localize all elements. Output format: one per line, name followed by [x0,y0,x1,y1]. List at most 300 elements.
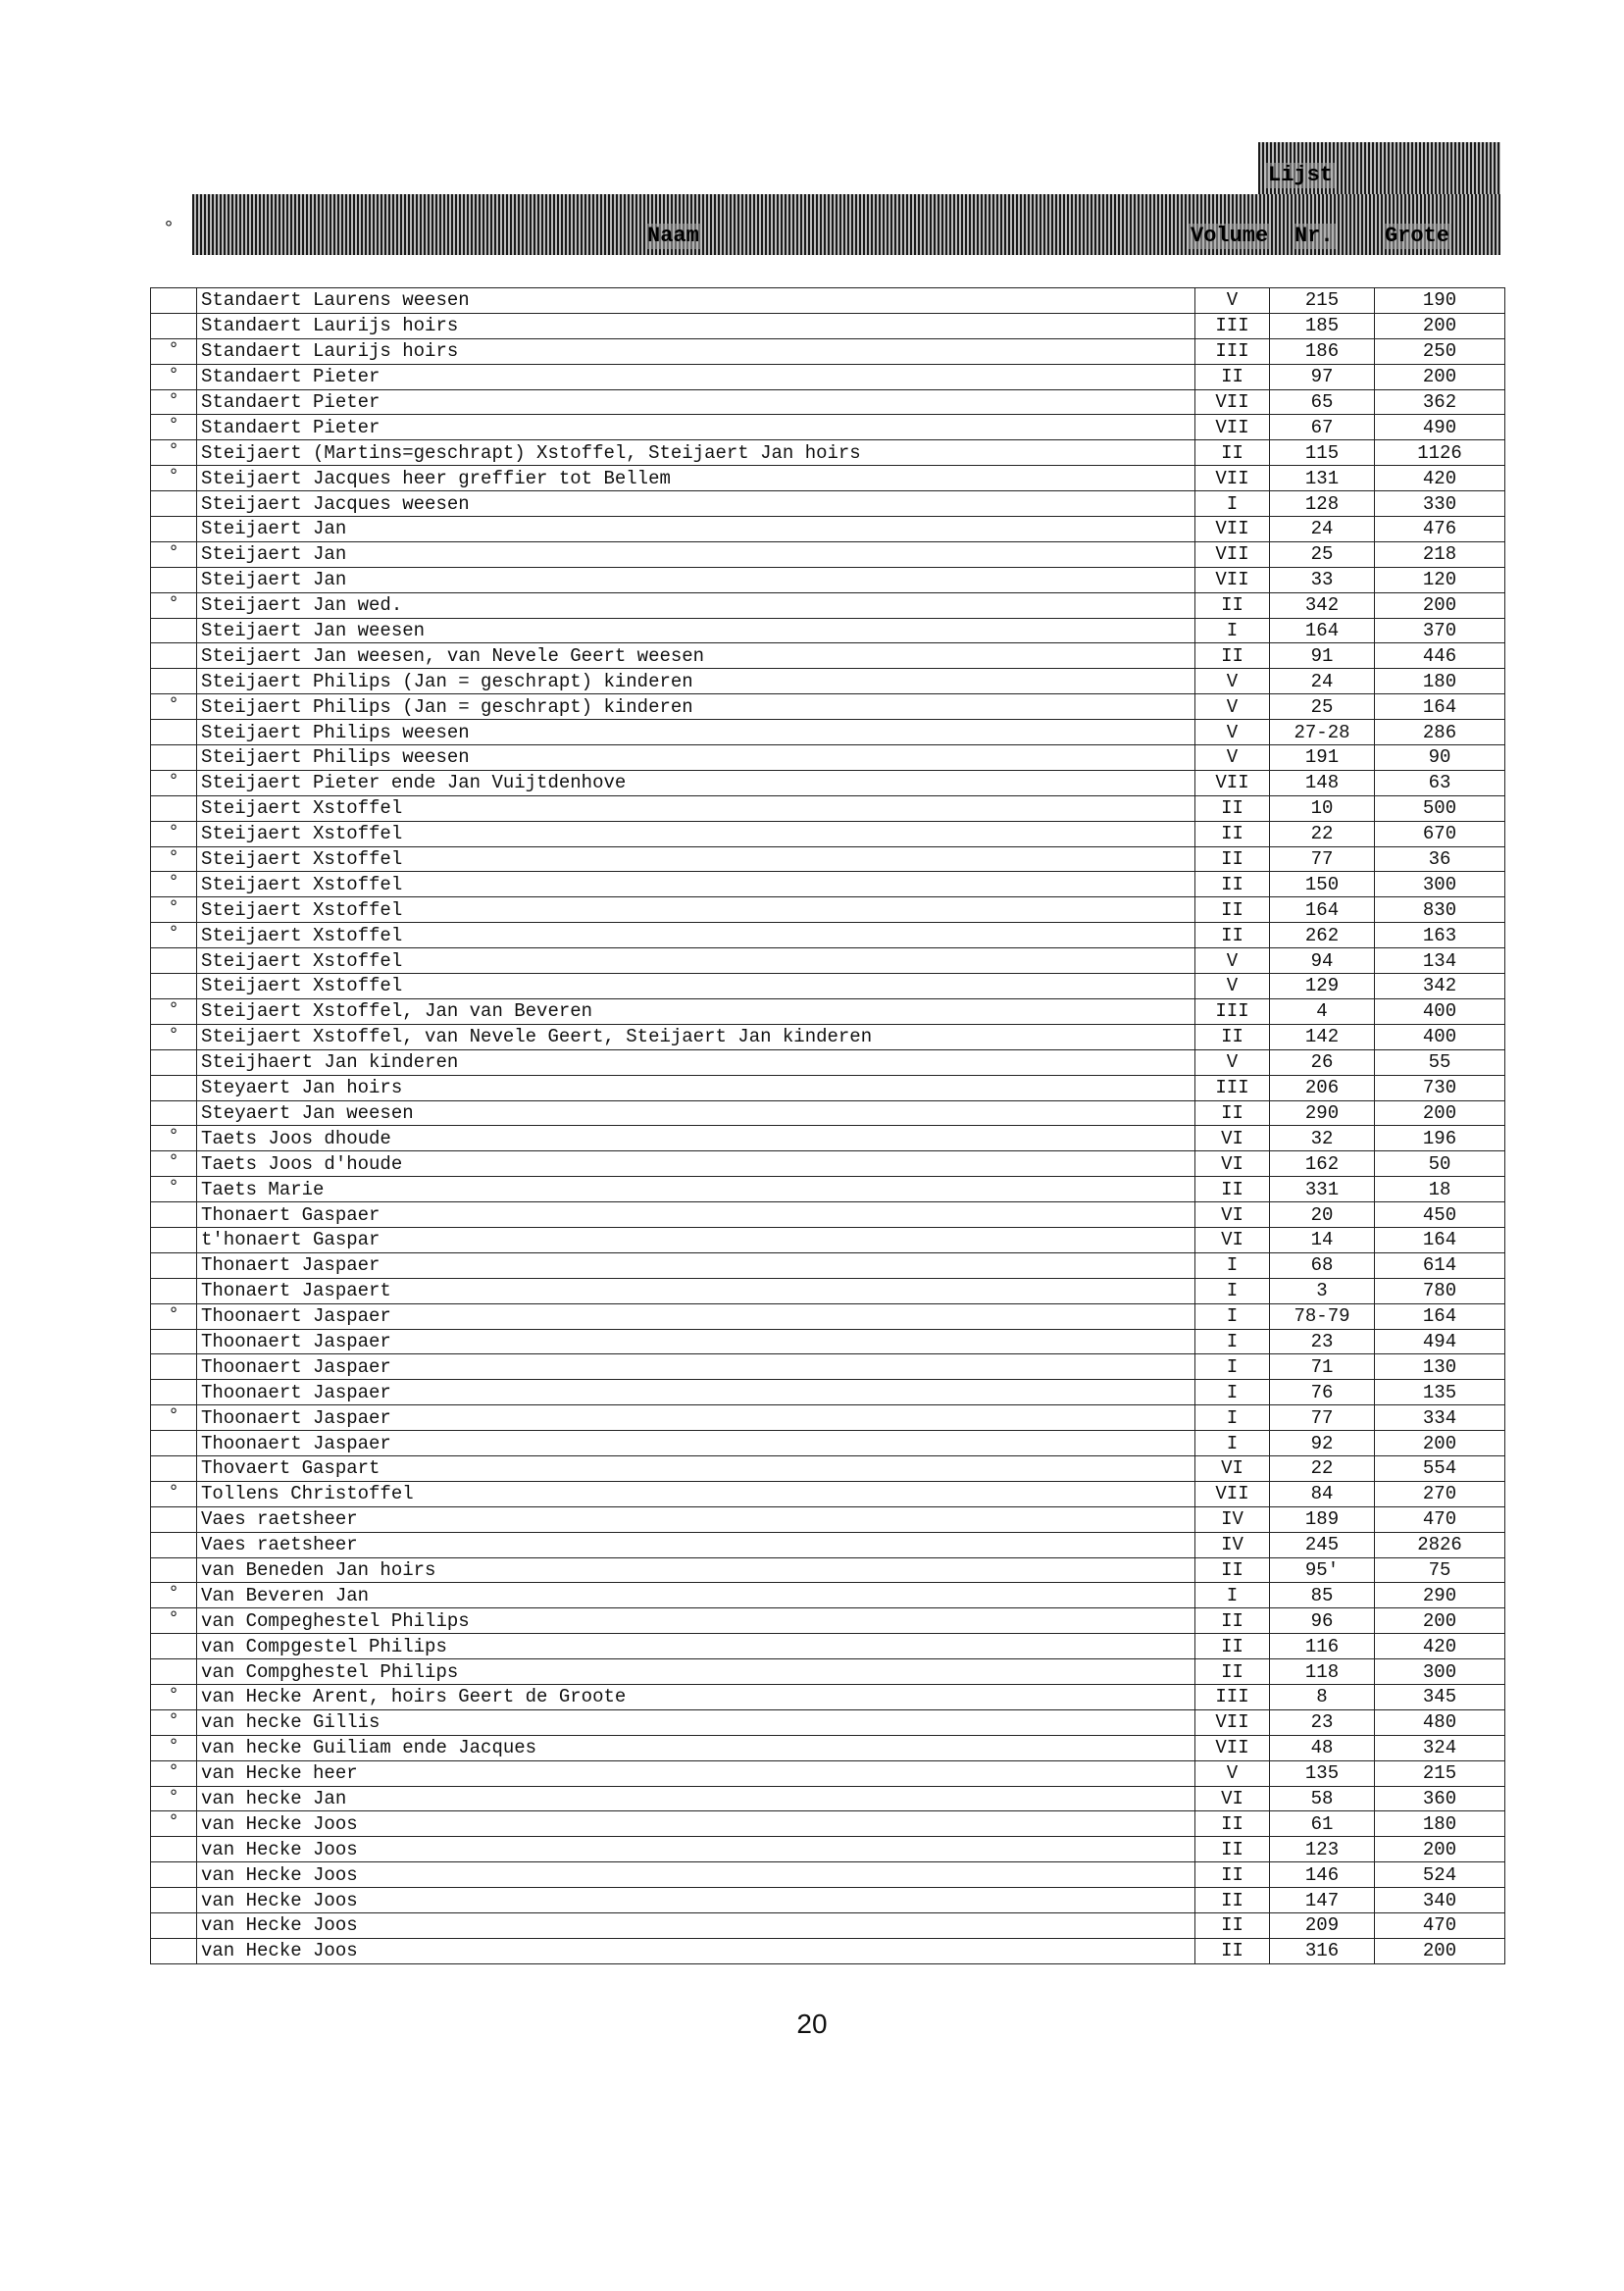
cell-nr: 48 [1270,1735,1375,1760]
cell-nr: 209 [1270,1913,1375,1939]
cell-vol: V [1195,948,1270,974]
cell-grote: 360 [1375,1786,1505,1811]
cell-grote: 614 [1375,1252,1505,1278]
cell-mark [151,948,197,974]
cell-vol: II [1195,821,1270,846]
cell-grote: 190 [1375,288,1505,314]
cell-mark [151,1938,197,1963]
cell-vol: II [1195,1100,1270,1126]
cell-name: Vaes raetsheer [197,1506,1195,1532]
cell-mark [151,491,197,517]
cell-nr: 77 [1270,1405,1375,1431]
cell-grote: 670 [1375,821,1505,846]
table-row [151,338,1505,364]
table-row [151,618,1505,643]
cell-nr: 135 [1270,1760,1375,1786]
cell-vol: VII [1195,517,1270,542]
cell-name: Steijaert Jan [197,567,1195,592]
cell-grote: 446 [1375,643,1505,669]
cell-nr: 4 [1270,998,1375,1024]
cell-grote: 554 [1375,1455,1505,1481]
table-row [151,1760,1505,1786]
cell-nr: 96 [1270,1608,1375,1634]
table-row [151,466,1505,491]
table-row [151,1177,1505,1202]
header-marker: ° [165,218,173,239]
table-row [151,440,1505,466]
cell-mark: ° [151,923,197,948]
cell-grote: 480 [1375,1709,1505,1735]
table-row [151,541,1505,567]
cell-nr: 3 [1270,1278,1375,1303]
cell-mark [151,618,197,643]
cell-nr: 65 [1270,389,1375,415]
table-row [151,517,1505,542]
cell-nr: 26 [1270,1049,1375,1075]
cell-nr: 14 [1270,1227,1375,1252]
cell-mark [151,1202,197,1228]
cell-mark [151,1227,197,1252]
cell-vol: I [1195,618,1270,643]
table-row [151,1354,1505,1380]
cell-nr: 191 [1270,745,1375,771]
cell-name: Standaert Laurijs hoirs [197,313,1195,338]
cell-grote: 63 [1375,770,1505,795]
cell-name: Steijaert Xstoffel [197,897,1195,923]
table-row [151,923,1505,948]
cell-vol: II [1195,1557,1270,1583]
cell-grote: 36 [1375,846,1505,872]
cell-mark: ° [151,592,197,618]
cell-name: Taets Marie [197,1177,1195,1202]
cell-vol: I [1195,1252,1270,1278]
cell-grote: 340 [1375,1888,1505,1913]
cell-vol: II [1195,1837,1270,1862]
cell-nr: 22 [1270,821,1375,846]
cell-name: Standaert Laurijs hoirs [197,338,1195,364]
cell-name: Thoonaert Jaspaer [197,1354,1195,1380]
cell-name: Steijaert Xstoffel, van Nevele Geert, Steijaert Jan kinderen [197,1024,1195,1049]
cell-name: Steijaert Xstoffel [197,923,1195,948]
cell-nr: 342 [1270,592,1375,618]
cell-vol: II [1195,364,1270,389]
cell-grote: 130 [1375,1354,1505,1380]
cell-nr: 186 [1270,338,1375,364]
cell-mark: ° [151,1481,197,1506]
cell-vol: VI [1195,1227,1270,1252]
cell-grote: 200 [1375,1431,1505,1456]
table-row [151,1684,1505,1709]
cell-grote: 200 [1375,1938,1505,1963]
cell-vol: II [1195,1634,1270,1659]
cell-name: van Compghestel Philips [197,1659,1195,1685]
table-row [151,1811,1505,1837]
cell-nr: 71 [1270,1354,1375,1380]
cell-name: van Hecke Arent, hoirs Geert de Groote [197,1684,1195,1709]
cell-mark: ° [151,338,197,364]
cell-mark: ° [151,1786,197,1811]
cell-name: Steijaert Xstoffel, Jan van Beveren [197,998,1195,1024]
table-row [151,872,1505,897]
cell-name: Steijaert Philips (Jan = geschrapt) kinderen [197,694,1195,720]
cell-vol: I [1195,1431,1270,1456]
cell-nr: 25 [1270,694,1375,720]
cell-vol: I [1195,1303,1270,1329]
cell-grote: 18 [1375,1177,1505,1202]
cell-mark [151,1329,197,1354]
cell-mark: ° [151,1303,197,1329]
cell-nr: 78-79 [1270,1303,1375,1329]
cell-grote: 450 [1375,1202,1505,1228]
cell-grote: 476 [1375,517,1505,542]
cell-grote: 164 [1375,1227,1505,1252]
cell-name: van Hecke Joos [197,1862,1195,1888]
cell-mark: ° [151,1126,197,1151]
table-row [151,948,1505,974]
cell-vol: V [1195,974,1270,999]
cell-grote: 200 [1375,1837,1505,1862]
cell-grote: 180 [1375,1811,1505,1837]
table-row [151,415,1505,440]
cell-grote: 330 [1375,491,1505,517]
header-col-nr: Nr. [1294,224,1334,248]
cell-nr: 27-28 [1270,720,1375,745]
cell-nr: 129 [1270,974,1375,999]
cell-grote: 135 [1375,1380,1505,1405]
cell-mark: ° [151,364,197,389]
cell-mark [151,974,197,999]
cell-mark [151,1252,197,1278]
cell-name: Steijaert Jacques weesen [197,491,1195,517]
cell-mark [151,1380,197,1405]
table-row [151,1659,1505,1685]
cell-mark: ° [151,1151,197,1177]
table-row [151,1100,1505,1126]
table-row [151,1888,1505,1913]
cell-vol: VI [1195,1151,1270,1177]
cell-nr: 91 [1270,643,1375,669]
cell-mark: ° [151,872,197,897]
register-table [150,287,1505,1964]
cell-name: van Hecke Joos [197,1837,1195,1862]
cell-nr: 95' [1270,1557,1375,1583]
cell-vol: V [1195,1760,1270,1786]
cell-nr: 92 [1270,1431,1375,1456]
cell-name: t'honaert Gaspar [197,1227,1195,1252]
cell-mark [151,643,197,669]
cell-vol: II [1195,440,1270,466]
cell-nr: 20 [1270,1202,1375,1228]
cell-mark [151,1913,197,1939]
cell-grote: 164 [1375,694,1505,720]
cell-vol: VII [1195,1709,1270,1735]
cell-grote: 420 [1375,466,1505,491]
cell-grote: 270 [1375,1481,1505,1506]
table-row [151,669,1505,694]
table-row [151,1938,1505,1963]
cell-name: Steijaert Xstoffel [197,795,1195,821]
cell-nr: 33 [1270,567,1375,592]
cell-name: Standaert Pieter [197,364,1195,389]
cell-grote: 420 [1375,1634,1505,1659]
cell-name: van Hecke heer [197,1760,1195,1786]
cell-nr: 146 [1270,1862,1375,1888]
cell-name: Steijaert Jan [197,541,1195,567]
cell-mark: ° [151,541,197,567]
cell-grote: 780 [1375,1278,1505,1303]
cell-name: Steijaert Xstoffel [197,846,1195,872]
cell-mark [151,1557,197,1583]
cell-name: Thovaert Gaspart [197,1455,1195,1481]
cell-nr: 148 [1270,770,1375,795]
header-title: Lijst [1268,163,1334,187]
cell-vol: V [1195,720,1270,745]
table-row [151,1227,1505,1252]
cell-mark [151,1837,197,1862]
table-row [151,1303,1505,1329]
cell-grote: 400 [1375,998,1505,1024]
cell-vol: II [1195,1938,1270,1963]
cell-nr: 116 [1270,1634,1375,1659]
table-row [151,1252,1505,1278]
cell-nr: 245 [1270,1532,1375,1557]
cell-grote: 250 [1375,338,1505,364]
cell-grote: 200 [1375,364,1505,389]
cell-grote: 134 [1375,948,1505,974]
cell-nr: 85 [1270,1583,1375,1608]
cell-name: Standaert Laurens weesen [197,288,1195,314]
cell-mark [151,1634,197,1659]
cell-mark [151,313,197,338]
table-row [151,491,1505,517]
cell-nr: 10 [1270,795,1375,821]
cell-nr: 185 [1270,313,1375,338]
table-row [151,313,1505,338]
cell-name: Steijaert Philips (Jan = geschrapt) kinderen [197,669,1195,694]
cell-vol: VII [1195,466,1270,491]
cell-grote: 494 [1375,1329,1505,1354]
cell-vol: II [1195,872,1270,897]
cell-vol: II [1195,1862,1270,1888]
table-row [151,1151,1505,1177]
cell-vol: VII [1195,541,1270,567]
table-row [151,1278,1505,1303]
cell-name: Taets Joos dhoude [197,1126,1195,1151]
cell-vol: II [1195,1888,1270,1913]
cell-mark [151,720,197,745]
cell-name: Thonaert Jaspaer [197,1252,1195,1278]
cell-nr: 131 [1270,466,1375,491]
cell-nr: 206 [1270,1075,1375,1100]
table-row [151,1049,1505,1075]
cell-vol: VII [1195,567,1270,592]
cell-vol: II [1195,643,1270,669]
cell-grote: 163 [1375,923,1505,948]
cell-name: van hecke Jan [197,1786,1195,1811]
cell-grote: 2826 [1375,1532,1505,1557]
cell-vol: VII [1195,415,1270,440]
cell-mark [151,1278,197,1303]
cell-grote: 370 [1375,618,1505,643]
cell-grote: 90 [1375,745,1505,771]
cell-vol: III [1195,313,1270,338]
cell-nr: 128 [1270,491,1375,517]
cell-mark: ° [151,998,197,1024]
table-row [151,567,1505,592]
cell-grote: 830 [1375,897,1505,923]
cell-grote: 200 [1375,592,1505,618]
cell-vol: IV [1195,1506,1270,1532]
cell-vol: VI [1195,1455,1270,1481]
cell-mark [151,1431,197,1456]
cell-name: Taets Joos d'houde [197,1151,1195,1177]
table-row [151,389,1505,415]
table-row [151,643,1505,669]
cell-name: Steijaert Philips weesen [197,745,1195,771]
cell-nr: 8 [1270,1684,1375,1709]
cell-grote: 286 [1375,720,1505,745]
cell-vol: II [1195,1811,1270,1837]
cell-nr: 61 [1270,1811,1375,1837]
table-row [151,1735,1505,1760]
cell-name: Steijaert Jan [197,517,1195,542]
cell-name: Thonaert Jaspaert [197,1278,1195,1303]
cell-grote: 120 [1375,567,1505,592]
cell-mark: ° [151,415,197,440]
table-row [151,1202,1505,1228]
cell-nr: 24 [1270,669,1375,694]
cell-mark: ° [151,1760,197,1786]
cell-name: Steijaert Philips weesen [197,720,1195,745]
cell-grote: 164 [1375,1303,1505,1329]
cell-mark [151,795,197,821]
cell-nr: 24 [1270,517,1375,542]
header-col-volume: Volume [1191,224,1269,248]
cell-grote: 362 [1375,389,1505,415]
cell-name: Standaert Pieter [197,389,1195,415]
cell-nr: 164 [1270,618,1375,643]
table-row [151,745,1505,771]
cell-grote: 290 [1375,1583,1505,1608]
cell-mark: ° [151,770,197,795]
cell-mark [151,669,197,694]
cell-mark: ° [151,897,197,923]
cell-nr: 331 [1270,1177,1375,1202]
cell-vol: I [1195,1354,1270,1380]
cell-vol: V [1195,694,1270,720]
cell-mark: ° [151,1583,197,1608]
cell-vol: II [1195,1177,1270,1202]
cell-mark: ° [151,1684,197,1709]
cell-mark: ° [151,1709,197,1735]
table-row [151,1862,1505,1888]
cell-vol: I [1195,1278,1270,1303]
cell-grote: 400 [1375,1024,1505,1049]
cell-name: Thoonaert Jaspaer [197,1303,1195,1329]
cell-grote: 500 [1375,795,1505,821]
table-row [151,1126,1505,1151]
cell-nr: 118 [1270,1659,1375,1685]
table-row [151,1506,1505,1532]
cell-name: van hecke Gillis [197,1709,1195,1735]
cell-grote: 1126 [1375,440,1505,466]
cell-vol: II [1195,923,1270,948]
table-row [151,998,1505,1024]
cell-mark: ° [151,1177,197,1202]
header-col-grote: Grote [1385,224,1450,248]
cell-mark: ° [151,1405,197,1431]
cell-name: van Hecke Joos [197,1913,1195,1939]
cell-name: Thoonaert Jaspaer [197,1380,1195,1405]
cell-vol: I [1195,1583,1270,1608]
cell-nr: 32 [1270,1126,1375,1151]
cell-grote: 324 [1375,1735,1505,1760]
table-row [151,846,1505,872]
cell-grote: 730 [1375,1075,1505,1100]
table-row [151,720,1505,745]
cell-vol: II [1195,846,1270,872]
cell-mark [151,567,197,592]
cell-name: van Compeghestel Philips [197,1608,1195,1634]
cell-grote: 524 [1375,1862,1505,1888]
cell-mark: ° [151,694,197,720]
cell-nr: 147 [1270,1888,1375,1913]
cell-name: Steijaert Xstoffel [197,974,1195,999]
cell-vol: I [1195,1405,1270,1431]
cell-mark: ° [151,440,197,466]
cell-vol: II [1195,1608,1270,1634]
cell-vol: VII [1195,1735,1270,1760]
cell-vol: VI [1195,1126,1270,1151]
table-row [151,1837,1505,1862]
cell-grote: 200 [1375,313,1505,338]
cell-mark [151,517,197,542]
cell-vol: VI [1195,1202,1270,1228]
cell-nr: 142 [1270,1024,1375,1049]
table-row [151,1329,1505,1354]
cell-vol: VII [1195,389,1270,415]
cell-vol: VII [1195,1481,1270,1506]
table-row [151,1557,1505,1583]
cell-name: van Beneden Jan hoirs [197,1557,1195,1583]
cell-nr: 84 [1270,1481,1375,1506]
table-row [151,1532,1505,1557]
cell-grote: 215 [1375,1760,1505,1786]
cell-mark: ° [151,1735,197,1760]
cell-vol: V [1195,1049,1270,1075]
cell-mark [151,1506,197,1532]
cell-nr: 23 [1270,1709,1375,1735]
cell-vol: I [1195,1380,1270,1405]
cell-vol: II [1195,1024,1270,1049]
cell-mark [151,1888,197,1913]
cell-nr: 22 [1270,1455,1375,1481]
cell-mark [151,1862,197,1888]
cell-nr: 77 [1270,846,1375,872]
table-row [151,1380,1505,1405]
cell-name: Steijaert Xstoffel [197,948,1195,974]
table-row [151,1024,1505,1049]
cell-grote: 490 [1375,415,1505,440]
cell-name: Tollens Christoffel [197,1481,1195,1506]
cell-mark [151,288,197,314]
cell-vol: I [1195,1329,1270,1354]
register-table-body [151,288,1505,1964]
table-row [151,974,1505,999]
cell-grote: 200 [1375,1100,1505,1126]
cell-grote: 470 [1375,1913,1505,1939]
table-row [151,1455,1505,1481]
